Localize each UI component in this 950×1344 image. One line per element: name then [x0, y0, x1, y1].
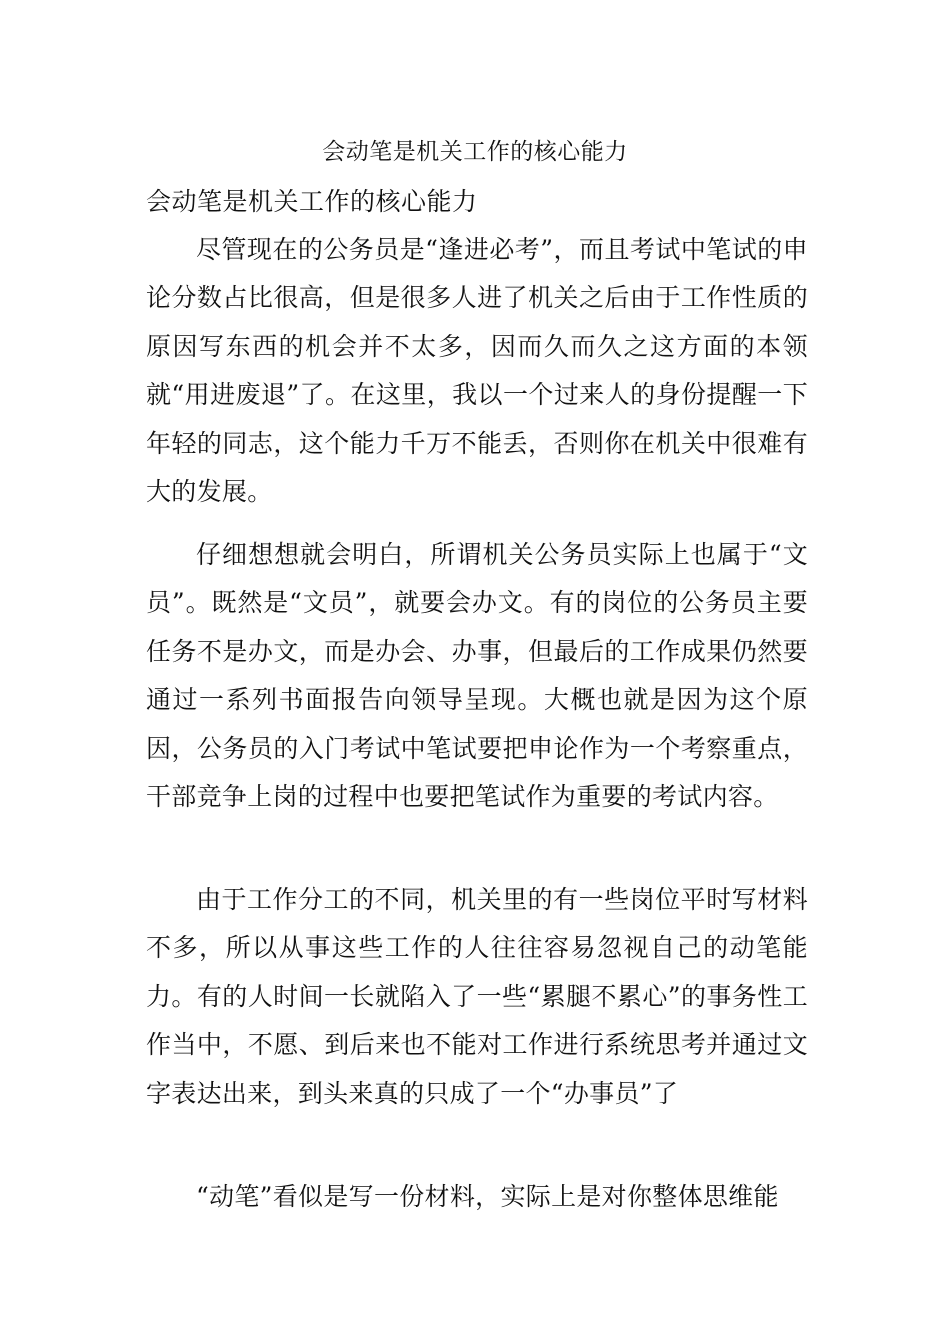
document-title: 会动笔是机关工作的核心能力 — [322, 139, 628, 165]
paragraph-4: “动笔”看似是写一份材料，实际上是对你整体思维能 — [196, 1182, 779, 1211]
paragraph-2: 仔细想想就会明白，所谓机关公务员实际上也属于“文员”。既然是“文员”，就要会办文。有的岗位的公务员主要任务不是办文，而是办会、办事，但最后的工作成果仍然要通过一系列书面报告向领导呈现。大概也就是因为这个原因，公务员的入门考试中笔试要把申论作为一个考察重点，干部竞争上岗的过程中也要把笔试作为重要的考试内容。 — [146, 540, 808, 812]
paragraph-3: 由于工作分工的不同，机关里的有一些岗位平时写材料不多，所以从事这些工作的人往往容易忽视自己的动笔能力。有的人时间一长就陷入了一些“累腿不累心”的事务性工作当中，不愿、到后来也不能对工作进行系统思考并通过文字表达出来，到头来真的只成了一个“办事员”了 — [146, 885, 808, 1108]
paragraph-1: 尽管现在的公务员是“逢进必考”，而且考试中笔试的申论分数占比很高，但是很多人进了机关之后由于工作性质的原因写东西的机会并不太多，因而久而久之这方面的本领就“用进废退”了。在这里，我以一个过来人的身份提醒一下年轻的同志，这个能力千万不能丢，否则你在机关中很难有大的发展。 — [146, 235, 808, 507]
document-subtitle: 会动笔是机关工作的核心能力 — [146, 187, 478, 216]
